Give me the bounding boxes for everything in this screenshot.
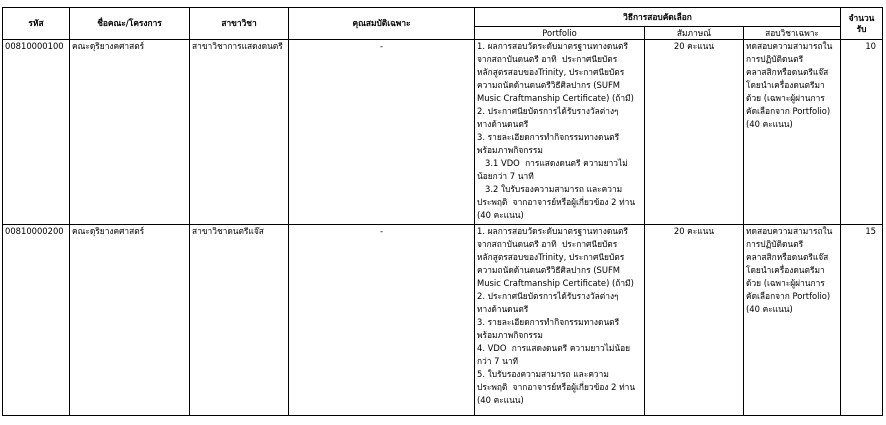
header-qualification: คุณสมบัติเฉพาะ [289,8,475,40]
cell-qualification: - [289,40,475,225]
header-seats [841,8,883,40]
header-specific-test: สอบวิชาเฉพาะ [744,27,841,40]
cell-faculty: คณะดุริยางคศาสตร์ [70,40,190,225]
cell-seats: 10 [841,40,883,225]
cell-major: สาขาวิชาการแสดงดนตรี [190,40,289,225]
header-seats-line1: จำนวน [848,12,875,23]
table-row [3,40,883,225]
cell-interview: 20 คะแนน [645,225,744,416]
header-portfolio: Portfolio [475,27,645,40]
header-code: รหัส [3,8,70,40]
cell-specific-test: ทดสอบความสามารถใน การปฏิบัติดนตรี คลาสสิกหรือดนตรีแจ๊ส โดยนำเครื่องดนตรีมา ด้วย (เฉพาะผู้ผ่านการ คัดเลือกจาก Portfolio) (40 คะแนน) [744,225,841,416]
cell-code: 00810000100 [3,40,70,225]
header-seats-line2: รับ [856,23,867,34]
cell-major: สาขาวิชาดนตรีแจ๊ส [190,225,289,416]
cell-seats: 15 [841,225,883,416]
admission-table [2,7,883,416]
cell-specific-test: ทดสอบความสามารถใน การปฏิบัติดนตรี คลาสสิกหรือดนตรีแจ๊ส โดยนำเครื่องดนตรีมา ด้วย (เฉพาะผู้ผ่านการ คัดเลือกจาก Portfolio) (40 คะแนน) [744,40,841,225]
header-major: สาขาวิชา [190,8,289,40]
cell-interview: 20 คะแนน [645,40,744,225]
table-row [3,225,883,416]
header-interview: สัมภาษณ์ [645,27,744,40]
header-selection: วิธีการสอบคัดเลือก [475,8,841,27]
cell-portfolio: 1. ผลการสอบวัดระดับมาตรฐานทางดนตรี จากสถาบันดนตรี อาทิ ประกาศนียบัตร หลักสูตรสอบของTrinity, ประกาศนียบัตร ความถนัดด้านดนตรีวิธีศิลปากร (SUFM Music Craftmanship Certificate) (ถ้ามี) 2. ประกาศนียบัตรการได้รับรางวัลต่างๆ ทางด้านดนตรี 3. รายละเอียดการทำกิจกรรมทางดนตรี พร้อมภาพกิจกรรม 4. VDO การแสดงดนตรี ความยาวไม่น้อย กว่า 7 นาที 5. ใบรับรองความสามารถ และความ ประพฤติ จากอาจารย์หรือผู้เกี่ยวข้อง 2 ท่าน (40 คะแนน) [475,225,645,416]
cell-faculty: คณะดุริยางคศาสตร์ [70,225,190,416]
header-faculty: ชื่อคณะ/โครงการ [70,8,190,40]
cell-portfolio: 1. ผลการสอบวัดระดับมาตรฐานทางดนตรี จากสถาบันดนตรี อาทิ ประกาศนียบัตร หลักสูตรสอบของTrinity, ประกาศนียบัตร ความถนัดด้านดนตรีวิธีศิลปากร (SUFM Music Craftmanship Certificate) (ถ้ามี) 2. ประกาศนียบัตรการได้รับรางวัลต่างๆ ทางด้านดนตรี 3. รายละเอียดการทำกิจกรรมทางดนตรี พร้อมภาพกิจกรรม 3.1 VDO การแสดงดนตรี ความยาวไม่ น้อยกว่า 7 นาที 3.2 ใบรับรองความสามารถ และความ ประพฤติ จากอาจารย์หรือผู้เกี่ยวข้อง 2 ท่าน (40 คะแนน) [475,40,645,225]
cell-qualification: - [289,225,475,416]
cell-code: 00810000200 [3,225,70,416]
